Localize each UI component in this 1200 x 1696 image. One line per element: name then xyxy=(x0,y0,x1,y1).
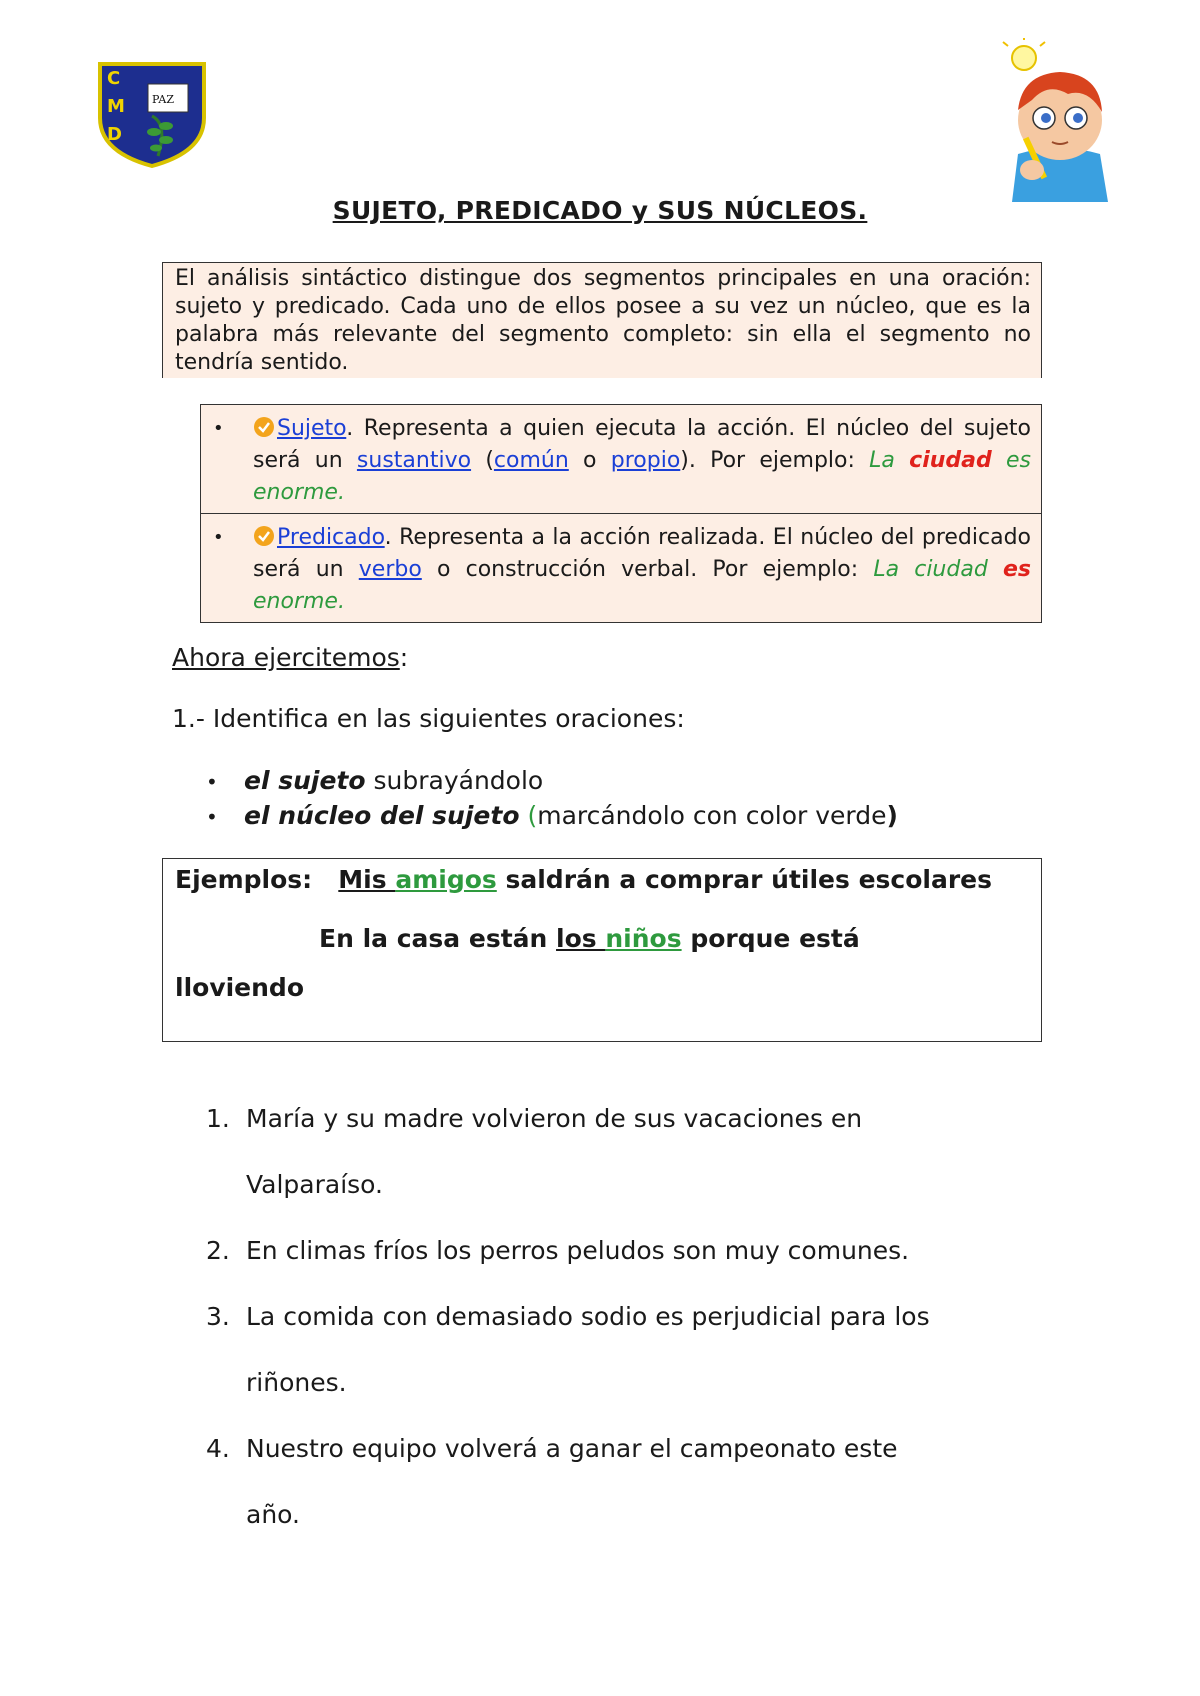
sentence-text: riñones. xyxy=(246,1368,347,1397)
sentence-number: 1. xyxy=(206,1104,230,1133)
definition-predicate xyxy=(201,513,1041,622)
intro-paragraph: El análisis sintáctico distingue dos segmentos principales en una oración: sujeto y predicado. Cada uno de ellos posee a su vez un núcleo, que es la palabra más relevante del segmento completo: sin ella el segmento no tendría sentido. xyxy=(162,262,1042,378)
sentence-number: 2. xyxy=(206,1236,230,1265)
sentence-item xyxy=(206,1218,1066,1284)
example-text: saldrán a comprar útiles escolares xyxy=(496,865,993,894)
example-core-word: es xyxy=(1002,557,1031,582)
task-list xyxy=(206,764,898,834)
sentence-number: 3. xyxy=(206,1302,230,1331)
definition-text: . Representa a quien ejecuta la acción. El núcleo del sujeto será un xyxy=(253,416,1031,473)
link-comun[interactable]: común xyxy=(493,448,569,473)
example-core-word: ciudad xyxy=(909,448,992,473)
definition-text: ). Por ejemplo: xyxy=(680,448,870,473)
example-line xyxy=(175,863,1031,896)
page-title: SUJETO, PREDICADO y SUS NÚCLEOS. xyxy=(332,196,868,225)
example-line: lloviendo xyxy=(175,973,305,1002)
sentence-item xyxy=(206,1416,1066,1548)
school-logo xyxy=(96,60,208,168)
example-text: es enorme. xyxy=(253,448,1032,505)
link-predicado[interactable]: Predicado xyxy=(277,525,385,550)
definition-text: . Representa a la acción realizada. El núcleo del predicado será un xyxy=(253,525,1031,582)
bullet-icon: • xyxy=(206,770,218,794)
link-sujeto[interactable]: Sujeto xyxy=(277,416,347,441)
sentence-text: año. xyxy=(246,1500,300,1529)
sentence-number: 4. xyxy=(206,1434,230,1463)
task-paren: ( xyxy=(519,801,538,830)
example-line xyxy=(175,922,1031,955)
definition-predicate-text xyxy=(253,522,1031,618)
thinking-boy-illustration xyxy=(988,38,1128,202)
check-badge-icon xyxy=(253,416,275,438)
task-keyword: el núcleo del sujeto xyxy=(244,801,520,830)
example-subject: los xyxy=(556,924,606,953)
bullet-icon: • xyxy=(213,527,224,548)
example-subject: Mis xyxy=(338,865,396,894)
example-core-word: amigos xyxy=(395,865,497,894)
sentence-text: Nuestro equipo volverá a ganar el campeonato este xyxy=(246,1434,898,1463)
practice-label: Ahora ejercitemos xyxy=(172,643,400,672)
example-text: La xyxy=(869,448,910,473)
definition-text: o xyxy=(568,448,611,473)
task-paren: ) xyxy=(886,801,898,830)
logo-letter-c: C xyxy=(107,68,121,89)
logo-letter-d: D xyxy=(107,124,122,145)
logo-badge: PAZ xyxy=(152,93,174,106)
examples-label: Ejemplos: xyxy=(175,865,313,894)
task-item xyxy=(206,799,898,834)
exercise-instruction: 1.- Identifica en las siguientes oraciones: xyxy=(172,704,685,733)
example-text: La ciudad xyxy=(873,557,1003,582)
definition-text: o construcción verbal. Por ejemplo: xyxy=(421,557,874,582)
example-core-word: niños xyxy=(605,924,682,953)
logo-letter-m: M xyxy=(107,96,125,117)
practice-heading xyxy=(172,643,408,672)
example-text: enorme. xyxy=(253,589,345,614)
bullet-icon: • xyxy=(206,805,218,829)
example-text: porque está xyxy=(681,924,860,953)
definitions-table xyxy=(200,404,1042,623)
definition-subject xyxy=(201,405,1041,513)
link-sustantivo[interactable]: sustantivo xyxy=(356,448,472,473)
practice-colon: : xyxy=(399,643,409,672)
task-text: subrayándolo xyxy=(365,766,544,795)
sentence-item xyxy=(206,1284,1066,1416)
definition-text: ( xyxy=(471,448,494,473)
task-text: marcándolo con color verde xyxy=(537,801,887,830)
sentence-list xyxy=(206,1086,1066,1548)
task-item xyxy=(206,764,898,799)
sentence-text: En climas fríos los perros peludos son muy comunes. xyxy=(246,1236,910,1265)
task-keyword: el sujeto xyxy=(244,766,366,795)
sentence-item xyxy=(206,1086,1066,1218)
bullet-icon: • xyxy=(213,418,224,439)
examples-box xyxy=(162,858,1042,1042)
example-text: En la casa están xyxy=(319,924,557,953)
sentence-text: Valparaíso. xyxy=(246,1170,383,1199)
definition-subject-text xyxy=(253,413,1031,509)
sentence-text: María y su madre volvieron de sus vacaciones en xyxy=(246,1104,863,1133)
link-verbo[interactable]: verbo xyxy=(358,557,422,582)
check-badge-icon xyxy=(253,525,275,547)
link-propio[interactable]: propio xyxy=(610,448,681,473)
sentence-text: La comida con demasiado sodio es perjudicial para los xyxy=(246,1302,930,1331)
